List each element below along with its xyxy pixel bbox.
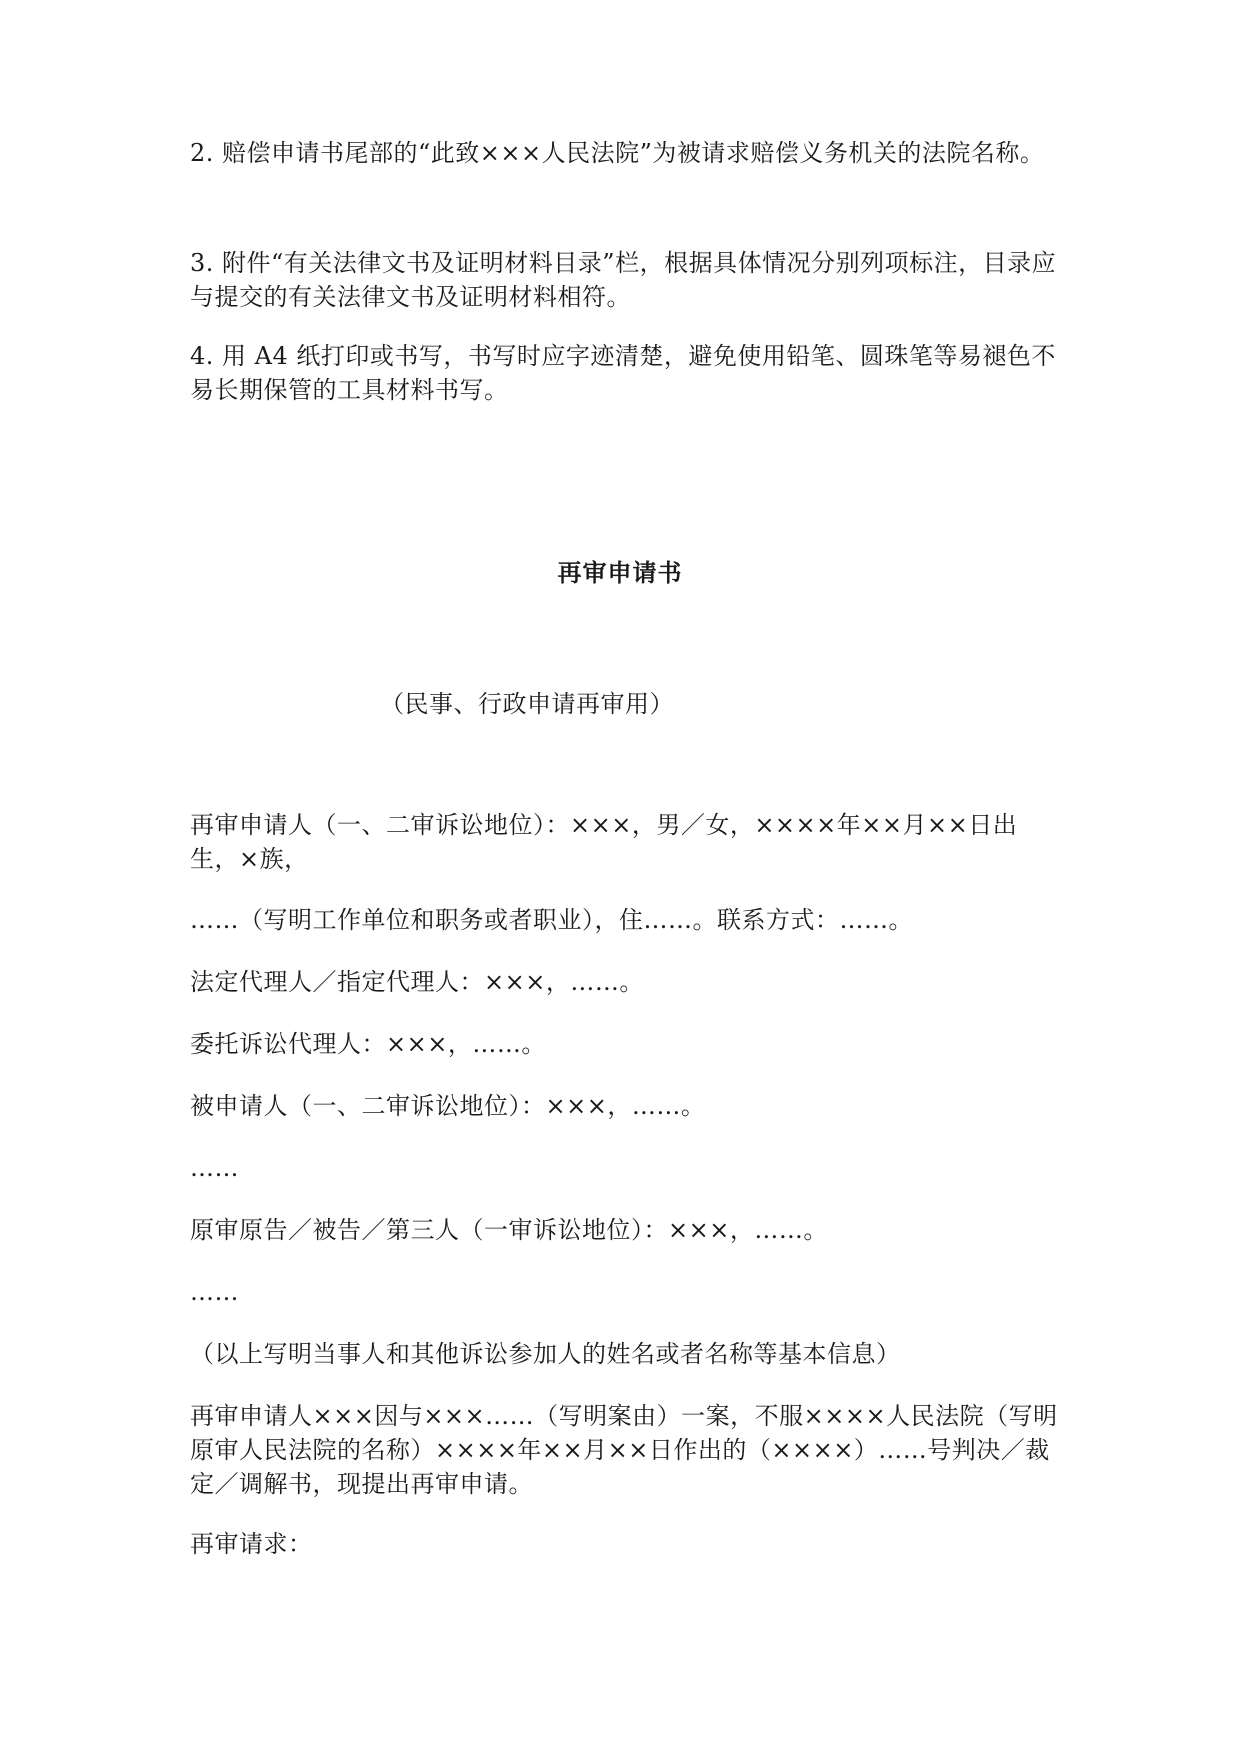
page-title: 再审申请书 <box>557 558 683 587</box>
case-statement-paragraph: 再审申请人×××因与×××……（写明案由）一案，不服××××人民法院（写明原审人民法院的名称）××××年××月××日作出的（××××）……号判决／裁定／调解书，现提出再审申请。 <box>190 1402 1058 1498</box>
request-heading: 再审请求： <box>190 1530 313 1558</box>
legal-agent-paragraph: 法定代理人／指定代理人：×××，……。 <box>190 968 644 996</box>
ellipsis-line: …… <box>190 1278 239 1306</box>
applicant-paragraph: 再审申请人（一、二审诉讼地位）：×××，男／女，××××年××月××日出生，×族， <box>190 811 1018 873</box>
page-subtitle: （民事、行政申请再审用） <box>380 690 674 718</box>
party-info-note: （以上写明当事人和其他诉讼参加人的姓名或者名称等基本信息） <box>190 1340 901 1368</box>
note-2: 2. 赔偿申请书尾部的“此致×××人民法院”为被请求赔偿义务机关的法院名称。 <box>190 139 1045 167</box>
entrusted-agent-paragraph: 委托诉讼代理人：×××，……。 <box>190 1030 546 1058</box>
applicant-detail-paragraph: ……（写明工作单位和职务或者职业），住……。联系方式：……。 <box>190 906 913 934</box>
ellipsis-line: …… <box>190 1154 239 1182</box>
respondent-paragraph: 被申请人（一、二审诉讼地位）：×××，……。 <box>190 1092 706 1120</box>
note-4: 4. 用 A4 纸打印或书写，书写时应字迹清楚，避免使用铅笔、圆珠笔等易褪色不易长期保管的工具材料书写。 <box>190 342 1056 404</box>
original-party-paragraph: 原审原告／被告／第三人（一审诉讼地位）：×××，……。 <box>190 1216 828 1244</box>
note-3: 3. 附件“有关法律文书及证明材料目录”栏，根据具体情况分别列项标注，目录应与提交的有关法律文书及证明材料相符。 <box>190 249 1057 311</box>
